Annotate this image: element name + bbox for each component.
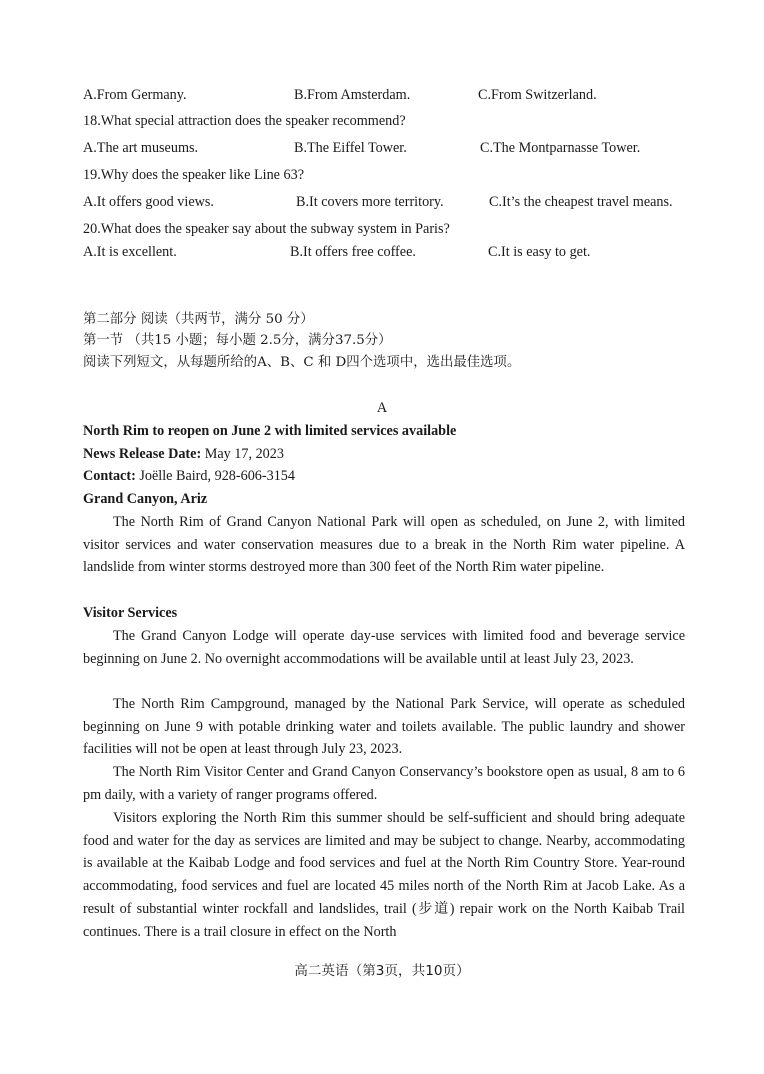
part2-title: 第二部分 阅读（共两节，满分 50 分） [83, 312, 314, 327]
part2-section1: 第一节 （共15 小题；每小题 2.5分，满分37.5分） [83, 333, 392, 348]
q18-option-a: A.The art museums. [83, 140, 199, 156]
q18-option-b: B.The Eiffel Tower. [294, 140, 407, 156]
visitor-services-heading: Visitor Services [83, 605, 178, 621]
q18-option-c: C.The Montparnasse Tower. [480, 140, 641, 156]
q20-option-a: A.It is excellent. [83, 244, 177, 260]
contact-value: Joëlle Baird, 928-606-3154 [135, 468, 295, 484]
release-date-line [83, 443, 685, 465]
release-date-label: News Release Date: [83, 446, 202, 462]
location-heading: Grand Canyon, Ariz [83, 491, 208, 507]
q17-option-c: C.From Switzerland. [478, 87, 597, 103]
q19-option-b: B.It covers more territory. [296, 194, 444, 210]
part2-instruction: 阅读下列短文，从每题所给的A、B、C 和 D四个选项中，选出最佳选项。 [83, 355, 521, 370]
q17-option-a: A.From Germany. [83, 87, 187, 103]
contact-line [83, 465, 685, 487]
q20-options [83, 241, 693, 263]
q20-option-c: C.It is easy to get. [488, 244, 591, 260]
paragraph-3: The North Rim Campground, managed by the National Park Service, will operate as scheduled beginning on June 9 with potable drinking water and toilets available. The public laundry and shower facilities will not be open at least through July 23, 2023. [83, 696, 685, 758]
paragraph-1: The North Rim of Grand Canyon National Park will open as scheduled, on June 2, with limited visitor services and water conservation measures due to a break in the North Rim water pipeline. A landslide from winter storms destroyed more than 300 feet of the North Rim water pipeline. [83, 514, 685, 576]
q19-option-c: C.It’s the cheapest travel means. [489, 194, 673, 210]
q20-stem: 20.What does the speaker say about the subway system in Paris? [83, 221, 450, 237]
paragraph-2: The Grand Canyon Lodge will operate day-use services with limited food and beverage service beginning on June 2. No overnight accommodations will be available until at least July 23, 2023. [83, 628, 685, 667]
paragraph-5: Visitors exploring the North Rim this summer should be self-sufficient and should bring adequate food and water for the day as services are limited and may be subject to change. Nearby, accommodating is available at the Kaibab Lodge and food services and fuel at the North Rim Country Store. Year-round accommodating, food services and fuel are located 45 miles north of the North Rim at Jacob Lake. As a result of substantial winter rockfall and landslides, trail (步道) repair work on the North Kaibab Trail continues. There is a trail closure in effect on the North [83, 810, 685, 940]
paragraph-4: The North Rim Visitor Center and Grand Canyon Conservancy’s bookstore open as usual, 8 am to 6 pm daily, with a variety of ranger programs offered. [83, 764, 685, 803]
q18-options [83, 137, 693, 159]
q19-stem: 19.Why does the speaker like Line 63? [83, 167, 305, 183]
q17-option-b: B.From Amsterdam. [294, 87, 411, 103]
q20-option-b: B.It offers free coffee. [290, 244, 416, 260]
page-footer: 高二英语（第3页，共10页） [294, 963, 470, 979]
passage-letter: A [376, 400, 388, 416]
contact-label: Contact: [83, 468, 136, 484]
q18-stem: 18.What special attraction does the speaker recommend? [83, 113, 406, 129]
q19-option-a: A.It offers good views. [83, 194, 214, 210]
release-date-value: May 17, 2023 [201, 446, 284, 462]
q19-options [83, 191, 693, 213]
q17-options [83, 84, 693, 106]
passage-headline: North Rim to reopen on June 2 with limited services available [83, 423, 457, 439]
